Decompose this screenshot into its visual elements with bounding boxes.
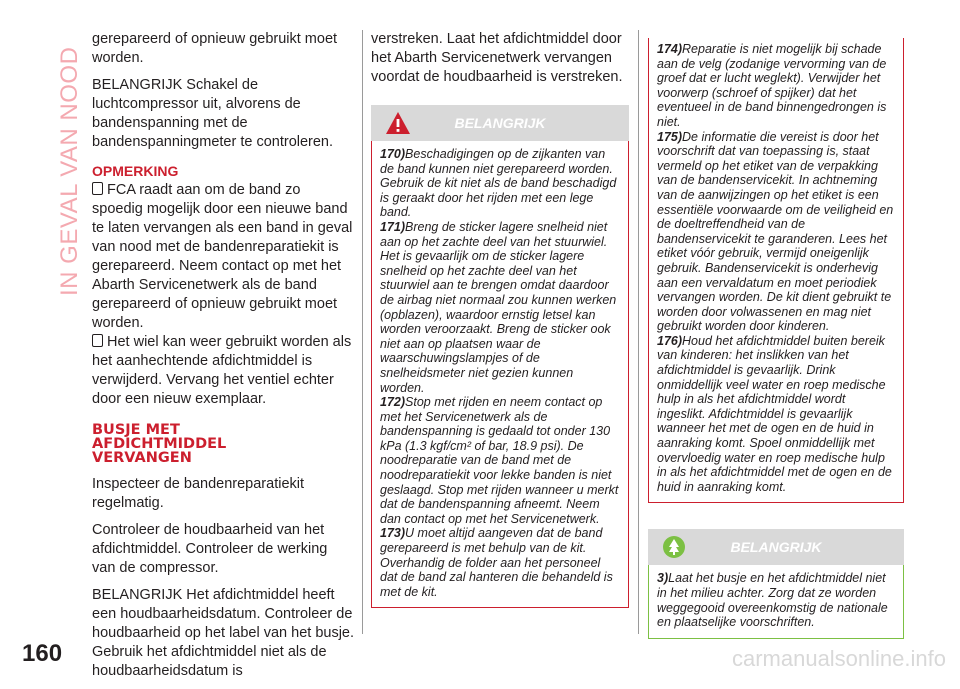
warning-item: [380, 147, 620, 220]
warning-title: BELANGRIJK: [454, 115, 546, 131]
book-icon: [92, 334, 103, 347]
warning-item: [380, 395, 620, 526]
item-text: Breng de sticker lagere snelheid niet aan op het zachte deel van het stuurwiel. Het is gevaarlijk om de sticker lagere snelheid op het zachte deel van het stuurwiel aan te brengen omdat daardoor de airbag niet normaal zou kunnen werken (opblazen), waardoor ernstig letsel kan worden veroorzaakt. Breng de sticker ook niet aan op plaatsen waar de waarschuwingslampjes of de snelheidsmeter niet gezien kunnen worden.: [380, 219, 617, 395]
warning-box: [371, 141, 629, 608]
paragraph: gerepareerd of opnieuw gebruikt moet worden.: [92, 31, 338, 66]
paragraph: BELANGRIJK Schakel de luchtcompressor uit, alvorens de bandenspanning met de bandenspanningmeter te controleren.: [92, 77, 334, 150]
section-title-line: AFDICHTMIDDEL: [92, 436, 227, 452]
watermark: carmanualsonline.info: [731, 646, 946, 671]
item-text: Beschadigingen op de zijkanten van de band kunnen niet gerepareerd worden. Gebruik de kit niet als de band beschadigd is geraakt door het rijden met een lege band.: [380, 147, 617, 220]
section-title-line: VERVANGEN: [92, 450, 192, 466]
column-middle: [371, 30, 629, 608]
book-icon: [92, 182, 103, 195]
environment-box: [648, 565, 904, 638]
item-text: De informatie die vereist is door het voorschrift dat van toepassing is, staat vermeld op het etiket van de verpakking van de bandenservicekit. In achtneming van de aanwijzingen op het etiket is een essentiële voorwaarde om de veiligheid en de doeltreffendheid van de bandenservicekit te garanderen. Lees het etiket vóór gebruik, vermijd oneigenlijk gebruik. Bandenservicekit is onderhevig aan een vervaldatum en moet periodiek vervangen worden. De kit dient gebruikt te worden door volwassenen en mag niet gebruikt worden door kinderen.: [657, 129, 894, 334]
item-text: U moet altijd aangeven dat de band gerepareerd is met behulp van de kit. Overhandig de folder aan het personeel dat de band zal hanteren die behandeld is met de kit.: [380, 526, 613, 599]
environment-item: [657, 571, 895, 629]
item-text: Stop met rijden en neem contact op met het Servicenetwerk als de bandenspanning is gedaald tot onder 130 kPa (1.3 kgf/cm² of bar, 18.9 psi). De noodreparatie van de band met de noodreparatiekit voor lekke banden is niet geslaagd. Stop met rijden wanneer u merkt dat de bandenspanning afneemt. Neem dan contact op met het Servicenetwerk.: [380, 395, 619, 526]
note-item: [92, 333, 354, 409]
column-left: [92, 30, 354, 689]
warning-item: [657, 130, 895, 334]
item-number: 173): [380, 526, 406, 541]
item-text: Houd het afdichtmiddel buiten bereik van kinderen: het inslikken van het afdichtmiddel is gevaarlijk. Drink onmiddellijk veel water en roep medische hulp in als het afdichtmiddel wordt ingeslikt. Afdichtmiddel is gevaarlijk wanneer het met de ogen en de huid in aanraking komt. Spoel onmiddellijk met overvloedig water en roep medische hulp in als het afdichtmiddel met de ogen en de huid in aanraking komt.: [657, 333, 892, 494]
environment-title: BELANGRIJK: [730, 539, 822, 556]
paragraph: verstreken. Laat het afdichtmiddel door het Abarth Servicenetwerk vervangen voordat de houdbaarheid is verstreken.: [371, 31, 623, 85]
item-number: 176): [657, 333, 683, 348]
warning-item: [380, 526, 620, 599]
warning-item: [657, 42, 895, 130]
paragraph: Controleer de houdbaarheid van het afdichtmiddel. Controleer de werking van de compressor.: [92, 522, 328, 576]
note-text: FCA raadt aan om de band zo spoedig mogelijk door een nieuwe band te laten vervangen als een band in geval van nood met de bandenreparatiekit is gerepareerd. Neem contact op met het Abarth Servicenetwerk als de band gerepareerd of opnieuw gebruikt moet worden.: [92, 182, 353, 331]
item-number: 175): [657, 129, 683, 144]
paragraph: Inspecteer de bandenreparatiekit regelmatig.: [92, 476, 305, 511]
environment-header: [648, 529, 904, 565]
chapter-side-title-text: IN GEVAL VAN NOOD: [56, 46, 83, 296]
item-number: 170): [380, 147, 406, 161]
note-text: Het wiel kan weer gebruikt worden als het aanhechtende afdichtmiddel is verwijderd. Vervang het ventiel echter door een nieuw exemplaar.: [92, 334, 352, 407]
note-item: [92, 181, 354, 333]
chapter-side-title: [56, 36, 86, 296]
item-number: 174): [657, 42, 683, 56]
item-text: Reparatie is niet mogelijk bij schade aan de velg (zodanige vervorming van de groef dat er lucht weglekt). Verwijder het voorwerp (schroef of spijker) dat het eventueel in de band binnengedrongen is niet.: [657, 42, 887, 129]
warning-box-continued: [648, 38, 904, 503]
column-divider: [638, 30, 639, 634]
item-number: 171): [380, 219, 406, 234]
section-title-line: BUSJE MET: [92, 422, 180, 438]
note-heading: OPMERKING: [92, 163, 179, 179]
warning-item: [657, 334, 895, 495]
item-number: 3): [657, 571, 669, 586]
item-text: Laat het busje en het afdichtmiddel niet in het milieu achter. Zorg dat ze worden weggegooid overeenkomstig de nationale en plaatselijke voorschriften.: [657, 571, 888, 630]
page-number: 160: [22, 640, 63, 667]
warning-header: [371, 105, 629, 141]
warning-item: [380, 220, 620, 395]
paragraph: BELANGRIJK Het afdichtmiddel heeft een houdbaarheidsdatum. Controleer de houdbaarheid op het label van het busje. Gebruik het afdichtmiddel niet als de houdbaarheidsdatum is: [92, 587, 355, 679]
column-divider: [362, 30, 363, 634]
column-right: [648, 38, 904, 639]
section-title: [92, 423, 354, 465]
item-number: 172): [380, 395, 406, 410]
